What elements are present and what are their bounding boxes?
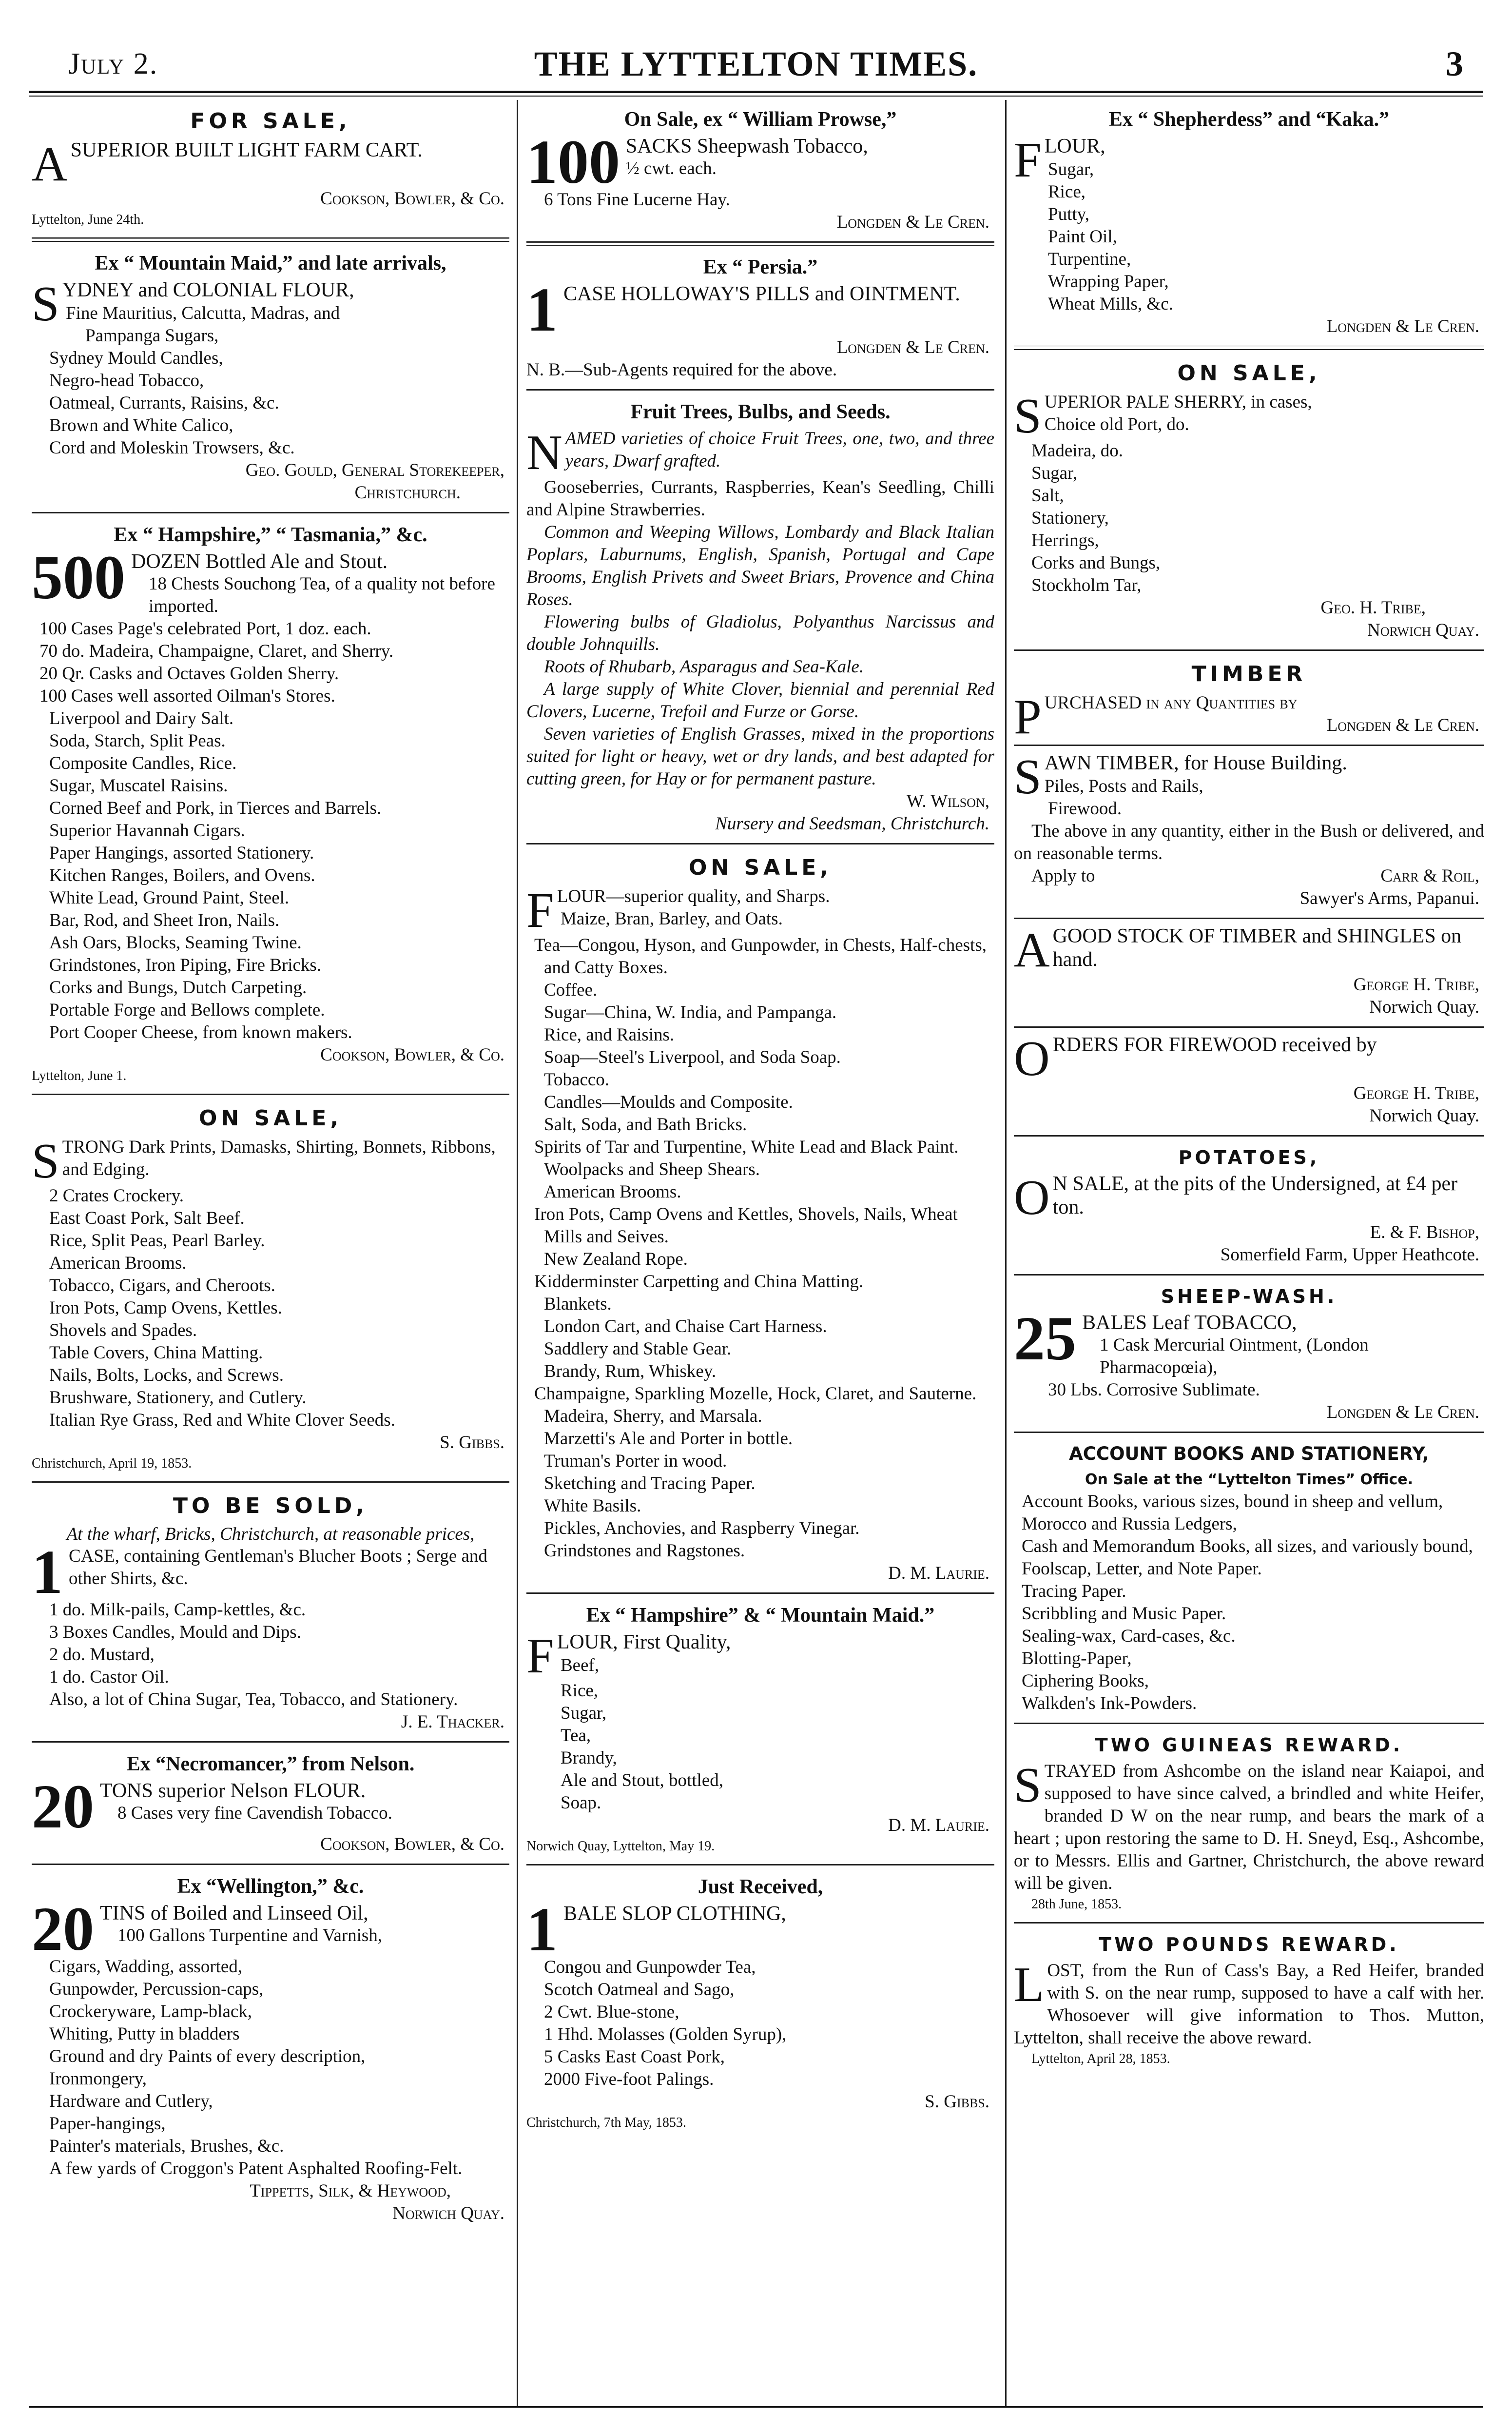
ad-lead: URCHASED in any Quantities by xyxy=(1044,693,1298,713)
ad-lead-2: 18 Chests Souchong Tea, of a quality not before imported. xyxy=(149,574,495,616)
list-item: Soap—Steel's Liverpool, and Soda Soap. xyxy=(544,1047,841,1067)
list-item: Herrings, xyxy=(1031,530,1099,550)
ad-heading: Fruit Trees, Bulbs, and Seeds. xyxy=(630,401,891,423)
list-item: Choice old Port, do. xyxy=(1044,414,1189,434)
list-item: 3 Boxes Candles, Mould and Dips. xyxy=(49,1622,301,1642)
list-item: 2 Cwt. Blue-stone, xyxy=(544,2002,679,2022)
ad-lead: DOZEN Bottled Ale and Stout. xyxy=(131,550,388,573)
ad-signature: Geo. H. Tribe, xyxy=(1320,598,1426,618)
list-item: Portable Forge and Bellows complete. xyxy=(49,1000,325,1020)
ad-signature: Carr & Roil, xyxy=(1380,866,1479,886)
ad-heading: Ex “ Shepherdess” and “Kaka.” xyxy=(1108,108,1390,131)
list-item: Beef, xyxy=(561,1655,600,1675)
list-item: Champaigne, Sparkling Mozelle, Hock, Claret, and Sauterne. xyxy=(534,1384,977,1404)
masthead xyxy=(29,42,1483,86)
column-2 xyxy=(526,100,994,2401)
ad-potatoes xyxy=(1014,1138,1484,1272)
list-item: Paper Hangings, assorted Stationery. xyxy=(49,843,314,863)
list-item: Port Cooper Cheese, from known makers. xyxy=(49,1022,352,1042)
ad-signature: D. M. Laurie. xyxy=(888,1815,989,1835)
list-item: Blotting-Paper, xyxy=(1022,1649,1132,1668)
ad-sawn-timber xyxy=(1014,748,1484,916)
drop-cap: F xyxy=(526,1629,554,1684)
ad-two-guineas-reward xyxy=(1014,1726,1484,1920)
list-item: Paper-hangings, xyxy=(49,2114,166,2134)
paragraph: Roots of Rhubarb, Asparagus and Sea-Kale. xyxy=(544,657,864,677)
drop-cap: S xyxy=(1014,749,1042,805)
ad-on-sale-flour xyxy=(526,846,994,1590)
list-item: Wheat Mills, &c. xyxy=(1048,294,1173,314)
column-divider-1 xyxy=(517,100,518,2406)
ad-heading: TWO POUNDS REWARD. xyxy=(1099,1934,1399,1955)
ad-signature-place: Sawyer's Arms, Papanui. xyxy=(1299,888,1479,908)
ad-fruit-trees xyxy=(526,393,994,841)
separator xyxy=(526,241,994,246)
ad-signature: D. M. Laurie. xyxy=(888,1563,989,1583)
ad-lead: AMED varieties of choice Fruit Trees, one, two, and three years, Dwarf grafted. xyxy=(565,429,994,471)
ad-lead: YDNEY and COLONIAL FLOUR, xyxy=(62,279,354,301)
big-number: 20 xyxy=(32,1772,94,1841)
separator xyxy=(32,1481,509,1483)
ad-signature: Geo. Gould, General Storekeeper, xyxy=(245,460,504,480)
list-item: London Cart, and Chaise Cart Harness. xyxy=(544,1316,827,1336)
ad-lead: OST, from the Run of Cass's Bay, a Red Heifer, branded with S. on the near rump, supposed to have a calf with her. Whosoever will give information to Thos. Mutton, Lyttelton, shall receive the above reward. xyxy=(1014,1961,1484,2048)
list-item: Soda, Starch, Split Peas. xyxy=(49,731,226,751)
ad-heading: ACCOUNT BOOKS AND STATIONERY, xyxy=(1069,1443,1429,1464)
paragraph: Flowering bulbs of Gladiolus, Polyanthus Narcissus and double Johnquills. xyxy=(526,612,994,654)
list-item: 6 Tons Fine Lucerne Hay. xyxy=(544,190,730,210)
list-item: Foolscap, Letter, and Note Paper. xyxy=(1022,1559,1262,1579)
ad-two-pounds-reward xyxy=(1014,1925,1484,2075)
list-item: Sydney Mould Candles, xyxy=(49,348,223,368)
list-item: Corned Beef and Pork, in Tierces and Barrels. xyxy=(49,798,382,818)
list-item: Corks and Bungs, xyxy=(1031,553,1161,573)
list-item: Truman's Porter in wood. xyxy=(544,1451,727,1471)
separator xyxy=(526,1864,994,1865)
list-item: Cash and Memorandum Books, all sizes, and variously bound, xyxy=(1022,1536,1473,1556)
list-item: Sugar, xyxy=(561,1703,607,1723)
separator xyxy=(526,843,994,844)
ad-lead: GOOD STOCK OF TIMBER and SHINGLES on hand. xyxy=(1052,925,1462,971)
ad-signature: Cookson, Bowler, & Co. xyxy=(320,1834,504,1854)
drop-cap: P xyxy=(1014,689,1042,745)
list-item: Liverpool and Dairy Salt. xyxy=(49,708,234,728)
big-number: 500 xyxy=(32,543,125,612)
list-item: Brown and White Calico, xyxy=(49,415,233,435)
list-item: American Brooms. xyxy=(544,1182,681,1202)
newspaper-title: THE LYTTELTON TIMES. xyxy=(534,44,978,83)
list-item: Stockholm Tar, xyxy=(1031,575,1142,595)
ad-note: N. B.—Sub-Agents required for the above. xyxy=(526,360,837,380)
drop-cap: N xyxy=(526,425,562,480)
list-item: Ground and dry Paints of every description, xyxy=(49,2046,366,2066)
list-item: Crockeryware, Lamp-black, xyxy=(49,2002,252,2022)
list-item: Composite Candles, Rice. xyxy=(49,753,237,773)
list-item: Kitchen Ranges, Boilers, and Ovens. xyxy=(49,865,315,885)
paragraph: Gooseberries, Currants, Raspberries, Kean's Seedling, Chilli and Alpine Strawberries. xyxy=(526,477,994,520)
ad-signature-place: Somerfield Farm, Upper Heathcote. xyxy=(1220,1245,1479,1265)
ad-heading: TWO GUINEAS REWARD. xyxy=(1095,1734,1403,1756)
list-item: Walkden's Ink-Powders. xyxy=(1022,1693,1197,1713)
list-item: 2000 Five-foot Palings. xyxy=(544,2069,714,2089)
ad-heading: TO BE SOLD, xyxy=(173,1493,368,1518)
ad-pale-sherry xyxy=(1014,352,1484,648)
ad-signature-place: Norwich Quay. xyxy=(392,2203,504,2223)
big-number: 20 xyxy=(32,1894,94,1963)
list-item: Shovels and Spades. xyxy=(49,1320,197,1340)
ad-lead: SUPERIOR BUILT LIGHT FARM CART. xyxy=(70,139,423,161)
list-item: 1 Hhd. Molasses (Golden Syrup), xyxy=(544,2024,787,2044)
list-item: Marzetti's Ale and Porter in bottle. xyxy=(544,1429,793,1449)
list-item: Table Covers, China Matting. xyxy=(49,1343,263,1363)
separator xyxy=(32,237,509,242)
list-item: Saddlery and Stable Gear. xyxy=(544,1339,732,1359)
separator xyxy=(1014,1922,1484,1924)
ad-date: Lyttelton, June 24th. xyxy=(32,212,144,227)
ad-heading: POTATOES, xyxy=(1178,1147,1320,1168)
ad-lead: TRONG Dark Prints, Damasks, Shirting, Bonnets, Ribbons, and Edging. xyxy=(62,1137,496,1179)
ad-signature: Longden & Le Cren. xyxy=(836,212,989,232)
list-item: Tea—Congou, Hyson, and Gunpowder, in Chests, Half-chests, and Catty Boxes. xyxy=(534,935,987,978)
masthead-rule-bottom xyxy=(29,96,1483,97)
list-item: Stationery, xyxy=(1031,508,1109,528)
list-item: Negro-head Tobacco, xyxy=(49,371,204,391)
drop-cap: S xyxy=(1014,1758,1042,1813)
separator xyxy=(1014,1723,1484,1724)
ad-lead: CASE HOLLOWAY'S PILLS and OINTMENT. xyxy=(563,283,960,305)
ad-signature: Tippetts, Silk, & Heywood, xyxy=(250,2181,451,2201)
list-item: Painter's materials, Brushes, &c. xyxy=(49,2136,284,2156)
ad-just-received xyxy=(526,1867,994,2139)
ad-heading: Ex “Necromancer,” from Nelson. xyxy=(126,1753,415,1775)
list-item: Madeira, do. xyxy=(1031,441,1124,461)
ad-lead: CASE, containing Gentleman's Blucher Boots ; Serge and other Shirts, &c. xyxy=(69,1546,487,1589)
list-item: Tobacco. xyxy=(544,1070,610,1090)
ad-heading: ON SALE, xyxy=(688,855,833,880)
list-item: Pampanga Sugars, xyxy=(85,326,219,346)
list-item: Grindstones, Iron Piping, Fire Bricks. xyxy=(49,955,322,975)
ad-lead-2: ½ cwt. each. xyxy=(626,158,717,178)
separator xyxy=(1014,1026,1484,1028)
ad-heading: Ex “ Mountain Maid,” and late arrivals, xyxy=(95,252,446,275)
list-item: Candles—Moulds and Composite. xyxy=(544,1092,793,1112)
ad-signature: E. & F. Bishop, xyxy=(1370,1222,1479,1242)
ad-heading: SHEEP-WASH. xyxy=(1161,1286,1338,1307)
ad-lead: UPERIOR PALE SHERRY, in cases, xyxy=(1044,392,1312,412)
ad-signature: Longden & Le Cren. xyxy=(1326,715,1479,735)
ad-lead: BALE SLOP CLOTHING, xyxy=(563,1903,786,1925)
list-item: Italian Rye Grass, Red and White Clover Seeds. xyxy=(49,1410,395,1430)
ad-heading: TIMBER xyxy=(1191,662,1307,687)
list-item: New Zealand Rope. xyxy=(544,1249,688,1269)
list-item: Ironmongery, xyxy=(49,2069,147,2089)
list-item: Iron Pots, Camp Ovens, Kettles. xyxy=(49,1298,282,1318)
drop-cap: S xyxy=(32,1134,59,1189)
ad-persia xyxy=(526,248,994,387)
list-item: 20 Qr. Casks and Octaves Golden Sherry. xyxy=(39,664,339,684)
page-number: 3 xyxy=(1446,44,1463,83)
ad-date: Norwich Quay, Lyttelton, May 19. xyxy=(526,1839,715,1854)
ad-lead: TRAYED from Ashcombe on the island near Kaiapoi, and supposed to have since calved, a brindled and white Heifer, branded D W on the near rump, and bears the mark of a heart ; upon restoring the same to D. H. Sneyd, Esq., Ashcombe, or to Messrs. Ellis and Gartner, Christchurch, the above reward will be given. xyxy=(1014,1761,1484,1893)
ad-stock-of-timber xyxy=(1014,921,1484,1024)
list-item: Account Books, various sizes, bound in sheep and vellum, xyxy=(1022,1492,1443,1511)
list-item: Hardware and Cutlery, xyxy=(49,2091,213,2111)
list-item: Congou and Gunpowder Tea, xyxy=(544,1957,756,1977)
list-item: 70 do. Madeira, Champaigne, Claret, and Sherry. xyxy=(39,641,394,661)
separator xyxy=(1014,649,1484,651)
ad-lead: TONS superior Nelson FLOUR. xyxy=(100,1780,366,1802)
list-item: White Basils. xyxy=(544,1496,641,1516)
list-item: Putty, xyxy=(1048,204,1089,224)
column-1 xyxy=(32,100,509,2401)
ad-signature: S. Gibbs. xyxy=(925,2092,989,2112)
list-item: 2 Crates Crockery. xyxy=(49,1186,184,1206)
list-item: 1 do. Castor Oil. xyxy=(49,1667,169,1687)
ad-to-be-sold xyxy=(32,1485,509,1739)
drop-cap: S xyxy=(1014,389,1042,444)
separator xyxy=(1014,1432,1484,1433)
list-item: Tracing Paper. xyxy=(1022,1581,1126,1601)
list-item: Sketching and Tracing Paper. xyxy=(544,1473,756,1493)
ad-signature: Longden & Le Cren. xyxy=(1326,316,1479,336)
ad-lead: N SALE, at the pits of the Undersigned, at £4 per ton. xyxy=(1052,1173,1458,1218)
list-item: Oatmeal, Currants, Raisins, &c. xyxy=(49,393,279,413)
paragraph: Seven varieties of English Grasses, mixed in the proportions suited for light or heavy, wet or dry lands, and best adapted for cutting green, for Hay or for permanent pasture. xyxy=(526,724,994,789)
drop-cap: O xyxy=(1014,1170,1050,1225)
ad-signature-place: Norwich Quay. xyxy=(1369,1106,1479,1126)
ad-heading: Ex “ Hampshire,” “ Tasmania,” &c. xyxy=(114,524,427,546)
list-item: Cigars, Wadding, assorted, xyxy=(49,1957,243,1977)
list-item: Scotch Oatmeal and Sago, xyxy=(544,1980,735,2000)
ad-heading: Ex “ Hampshire” & “ Mountain Maid.” xyxy=(586,1604,935,1627)
list-item: Fine Mauritius, Calcutta, Madras, and xyxy=(66,303,340,323)
list-item: Sealing-wax, Card-cases, &c. xyxy=(1022,1626,1236,1646)
separator xyxy=(1014,745,1484,746)
ad-heading: ON SALE, xyxy=(198,1106,343,1131)
list-item: Rice, and Raisins. xyxy=(544,1025,675,1045)
list-item: Woolpacks and Sheep Shears. xyxy=(544,1159,760,1179)
list-item: Spirits of Tar and Turpentine, White Lead and Black Paint. xyxy=(534,1137,959,1157)
column-divider-2 xyxy=(1005,100,1007,2406)
paragraph: The above in any quantity, either in the Bush or delivered, and on reasonable terms. xyxy=(1014,821,1484,864)
drop-cap: L xyxy=(1014,1957,1045,2012)
list-item: 2 do. Mustard, xyxy=(49,1645,155,1665)
ad-heading: On Sale, ex “ William Prowse,” xyxy=(624,108,897,131)
big-number: 100 xyxy=(526,127,620,196)
list-item: White Lead, Ground Paint, Steel. xyxy=(49,888,290,908)
ad-subheading: At the wharf, Bricks, Christchurch, at reasonable prices, xyxy=(66,1524,475,1544)
list-item: Ciphering Books, xyxy=(1022,1671,1149,1691)
list-item: Bar, Rod, and Sheet Iron, Nails. xyxy=(49,910,280,930)
ad-william-prowse xyxy=(526,100,994,239)
ad-date: 28th June, 1853. xyxy=(1031,1897,1122,1912)
list-item: Soap. xyxy=(561,1793,601,1813)
list-item: Corks and Bungs, Dutch Carpeting. xyxy=(49,978,307,998)
list-item: Paint Oil, xyxy=(1048,227,1117,247)
drop-cap: A xyxy=(32,137,68,192)
drop-cap: A xyxy=(1014,923,1050,978)
ad-lead: LOUR—superior quality, and Sharps. xyxy=(557,886,830,906)
ad-lead-2: 100 Gallons Turpentine and Varnish, xyxy=(117,1925,383,1945)
list-item: Brandy, Rum, Whiskey. xyxy=(544,1361,717,1381)
ad-signature: Longden & Le Cren. xyxy=(836,337,989,357)
list-item: Maize, Bran, Barley, and Oats. xyxy=(561,909,783,929)
separator xyxy=(32,1864,509,1865)
list-item: Firewood. xyxy=(1048,799,1122,819)
list-item: East Coast Pork, Salt Beef. xyxy=(49,1208,245,1228)
ad-signature-place: Nursery and Seedsman, Christchurch. xyxy=(715,814,989,834)
list-item: Pickles, Anchovies, and Raspberry Vinegar. xyxy=(544,1518,860,1538)
list-item: Blankets. xyxy=(544,1294,612,1314)
ad-signature: Cookson, Bowler, & Co. xyxy=(320,189,504,209)
ad-signature: W. Wilson, xyxy=(906,791,989,811)
issue-date: July 2. xyxy=(68,47,158,80)
list-item: American Brooms. xyxy=(49,1253,187,1273)
list-item: Sugar, Muscatel Raisins. xyxy=(49,776,228,796)
big-number: 1 xyxy=(32,1537,63,1607)
list-item: Gunpowder, Percussion-caps, xyxy=(49,1979,264,1999)
list-item: Nails, Bolts, Locks, and Screws. xyxy=(49,1365,284,1385)
separator xyxy=(32,1741,509,1743)
ad-lead: LOUR, xyxy=(1044,135,1105,157)
drop-cap: F xyxy=(526,883,554,938)
ad-lead: SACKS Sheepwash Tobacco, xyxy=(626,135,868,157)
ad-heading: ON SALE, xyxy=(1177,361,1321,386)
list-item: Wrapping Paper, xyxy=(1048,272,1169,292)
ad-date: Christchurch, 7th May, 1853. xyxy=(526,2115,686,2130)
drop-cap: O xyxy=(1014,1031,1050,1086)
list-item: Rice, xyxy=(561,1681,599,1701)
ad-lead: TINS of Boiled and Linseed Oil, xyxy=(100,1902,368,1924)
list-item: Sugar, xyxy=(1031,463,1078,483)
list-item: Kidderminster Carpetting and China Matting. xyxy=(534,1272,864,1292)
ad-signature-place: Norwich Quay. xyxy=(1369,997,1479,1017)
list-item: Brandy, xyxy=(561,1748,617,1768)
list-item: 100 Cases Page's celebrated Port, 1 doz. each. xyxy=(39,619,371,639)
drop-cap: S xyxy=(32,276,59,332)
list-item: Rice, xyxy=(1048,182,1086,202)
list-item: Salt, Soda, and Bath Bricks. xyxy=(544,1115,747,1135)
separator xyxy=(1014,918,1484,919)
list-item: Salt, xyxy=(1031,486,1064,506)
ad-account-books xyxy=(1014,1435,1484,1721)
list-item: Scribbling and Music Paper. xyxy=(1022,1604,1226,1624)
ad-signature: Longden & Le Cren. xyxy=(1326,1402,1479,1422)
list-item: Ash Oars, Blocks, Seaming Twine. xyxy=(49,933,302,953)
list-item: A few yards of Croggon's Patent Asphalted Roofing-Felt. xyxy=(49,2159,463,2179)
ad-signature-place: Norwich Quay. xyxy=(1367,620,1479,640)
list-item: Madeira, Sherry, and Marsala. xyxy=(544,1406,762,1426)
separator xyxy=(526,1592,994,1594)
big-number: 1 xyxy=(526,275,558,344)
drop-cap: F xyxy=(1014,133,1042,188)
separator xyxy=(32,512,509,513)
separator xyxy=(1014,1135,1484,1137)
ad-lead-2: 8 Cases very fine Cavendish Tobacco. xyxy=(117,1803,392,1823)
ad-hampshire-mountain-maid xyxy=(526,1596,994,1862)
list-item: Tobacco, Cigars, and Cheroots. xyxy=(49,1276,275,1296)
list-item: Turpentine, xyxy=(1048,249,1131,269)
list-item: Morocco and Russia Ledgers, xyxy=(1022,1514,1237,1534)
list-item: 100 Cases well assorted Oilman's Stores. xyxy=(39,686,335,706)
paragraph: A large supply of White Clover, biennial and perennial Red Clovers, Lucerne, Trefoil and Furze or Gorse. xyxy=(526,679,994,722)
ad-subheading: On Sale at the “Lyttelton Times” Office. xyxy=(1085,1471,1414,1488)
ad-firewood xyxy=(1014,1030,1484,1133)
list-item: Tea, xyxy=(561,1726,591,1746)
ad-heading: Just Received, xyxy=(698,1876,823,1898)
ad-hampshire xyxy=(32,515,509,1092)
separator xyxy=(1014,1274,1484,1276)
big-number: 1 xyxy=(526,1895,558,1964)
ad-signature: S. Gibbs. xyxy=(440,1433,504,1453)
list-item: Coffee. xyxy=(544,980,598,1000)
ad-lead: AWN TIMBER, for House Building. xyxy=(1044,752,1347,774)
ad-timber-purchased xyxy=(1014,653,1484,743)
ad-wellington xyxy=(32,1867,509,2231)
apply-to: Apply to xyxy=(1031,866,1095,886)
list-item: Superior Havannah Cigars. xyxy=(49,821,245,841)
masthead-rule-top xyxy=(29,91,1483,93)
ad-lead: LOUR, First Quality, xyxy=(557,1631,731,1653)
ad-mountain-maid xyxy=(32,244,509,510)
separator xyxy=(526,389,994,391)
ad-lead: RDERS FOR FIREWOOD received by xyxy=(1052,1034,1377,1056)
ad-necromancer xyxy=(32,1745,509,1862)
list-item: Sugar—China, W. India, and Pampanga. xyxy=(544,1002,837,1022)
separator xyxy=(1014,346,1484,350)
ad-date: Lyttelton, June 1. xyxy=(32,1068,127,1083)
column-3 xyxy=(1014,100,1484,2401)
big-number: 25 xyxy=(1014,1304,1076,1373)
list-item: 5 Casks East Coast Pork, xyxy=(544,2047,725,2067)
list-item: Cord and Moleskin Trowsers, &c. xyxy=(49,438,295,458)
ad-signature: Cookson, Bowler, & Co. xyxy=(320,1045,504,1065)
ad-signature: George H. Tribe, xyxy=(1353,1083,1479,1103)
ad-signature-place: Christchurch. xyxy=(354,483,461,503)
ad-lead-2: 1 Cask Mercurial Ointment, (London Pharmacopœia), xyxy=(1100,1335,1369,1377)
ad-heading: Ex “Wellington,” &c. xyxy=(177,1875,364,1898)
ad-date: Lyttelton, April 28, 1853. xyxy=(1031,2051,1170,2066)
list-item: 1 do. Milk-pails, Camp-kettles, &c. xyxy=(49,1600,306,1620)
list-item: Iron Pots, Camp Ovens and Kettles, Shovels, Nails, Wheat Mills and Seives. xyxy=(534,1204,958,1247)
ad-heading: Ex “ Persia.” xyxy=(703,256,818,278)
list-item: Grindstones and Ragstones. xyxy=(544,1541,745,1561)
list-item: Whiting, Putty in bladders xyxy=(49,2024,240,2044)
list-item: Rice, Split Peas, Pearl Barley. xyxy=(49,1231,265,1251)
list-item: Ale and Stout, bottled, xyxy=(561,1770,723,1790)
list-item: Sugar, xyxy=(1048,159,1094,179)
footer-rule xyxy=(29,2406,1483,2408)
list-item: Also, a lot of China Sugar, Tea, Tobacco, and Stationery. xyxy=(49,1689,458,1709)
list-item: 30 Lbs. Corrosive Sublimate. xyxy=(1048,1380,1260,1400)
ad-sheep-wash xyxy=(1014,1277,1484,1430)
list-item: Brushware, Stationery, and Cutlery. xyxy=(49,1388,307,1408)
ad-shepherdess xyxy=(1014,100,1484,344)
ad-lead: BALES Leaf TOBACCO, xyxy=(1082,1312,1297,1334)
separator xyxy=(32,1094,509,1095)
ad-signature: J. E. Thacker. xyxy=(401,1712,504,1732)
ad-date: Christchurch, April 19, 1853. xyxy=(32,1456,192,1471)
list-item: Piles, Posts and Rails, xyxy=(1044,776,1203,796)
ad-heading: FOR SALE, xyxy=(190,109,351,134)
ad-farm-cart xyxy=(32,100,509,236)
paragraph: Common and Weeping Willows, Lombardy and Black Italian Poplars, Laburnums, English, Spanish, Portugal and Cape Brooms, English Privets and Sweet Briars, Provence and China Roses. xyxy=(526,522,994,609)
ad-signature: George H. Tribe, xyxy=(1353,975,1479,995)
ad-on-sale-prints xyxy=(32,1097,509,1479)
